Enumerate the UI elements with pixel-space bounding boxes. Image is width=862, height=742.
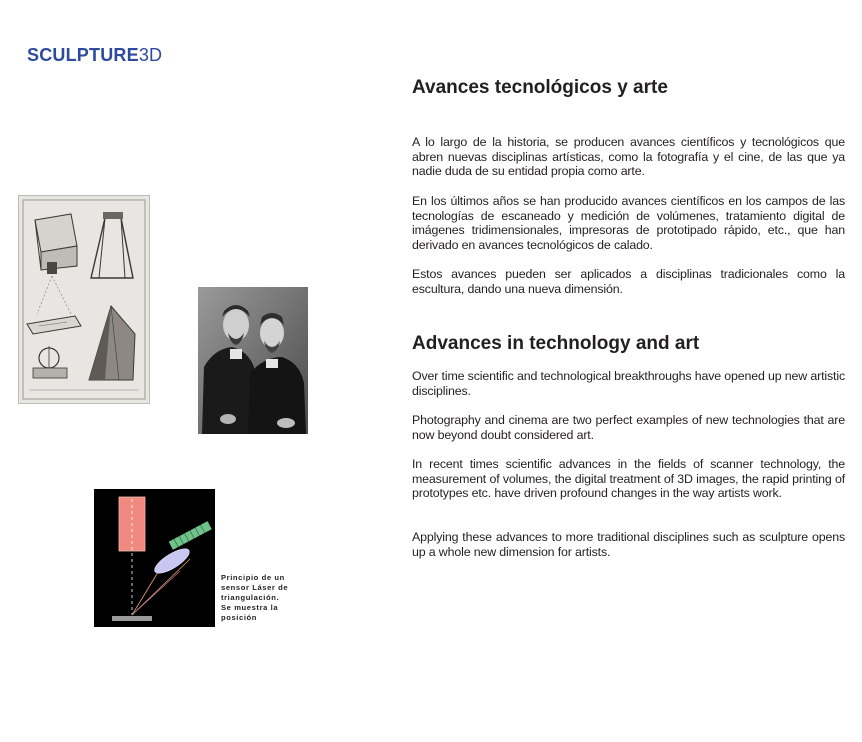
brand-logo-suffix: 3D [138, 45, 163, 65]
spanish-paragraph-3: Estos avances pueden ser aplicados a disciplinas tradicionales como la escultura, dando una nueva dimensión. [412, 267, 845, 296]
brand-logo [27, 45, 162, 66]
english-paragraph-2: Photography and cinema are two perfect examples of new technologies that are now beyond doubt considered art. [412, 413, 845, 442]
brand-logo-main: SCULPTURE [27, 45, 139, 65]
inventors-photo [198, 287, 308, 434]
spanish-paragraph-2: En los últimos años se han producido avances científicos en los campos de las tecnologías de escaneado y medición de volúmenes, tratamiento digital de imágenes tridimensionales, impresoras de prototipado rápido, etc., que han derivado en avances tecnológicos de calado. [412, 194, 845, 252]
spanish-heading: Avances tecnológicos y arte [412, 77, 668, 98]
diagram-caption: Principio de un sensor Láser de triangulación. Se muestra la posición [221, 573, 289, 622]
english-heading: Advances in technology and art [412, 333, 700, 354]
english-paragraph-4: Applying these advances to more traditional disciplines such as sculpture opens up a whole new dimension for artists. [412, 530, 845, 559]
english-paragraph-3: In recent times scientific advances in the fields of scanner technology, the measurement of volumes, the digital treatment of 3D images, the rapid printing of prototypes etc. have driven profound changes in the way artists work. [412, 457, 845, 501]
laser-triangulation-diagram [94, 489, 215, 627]
spanish-paragraph-1: A lo largo de la historia, se producen avances científicos y tecnológicos que abren nuevas disciplinas artísticas, como la fotografía y el cine, de las que ya nadie duda de su entidad propia como arte. [412, 135, 845, 179]
camera-obscura-engraving [18, 195, 150, 404]
english-paragraph-1: Over time scientific and technological breakthroughs have opened up new artistic disciplines. [412, 369, 845, 398]
